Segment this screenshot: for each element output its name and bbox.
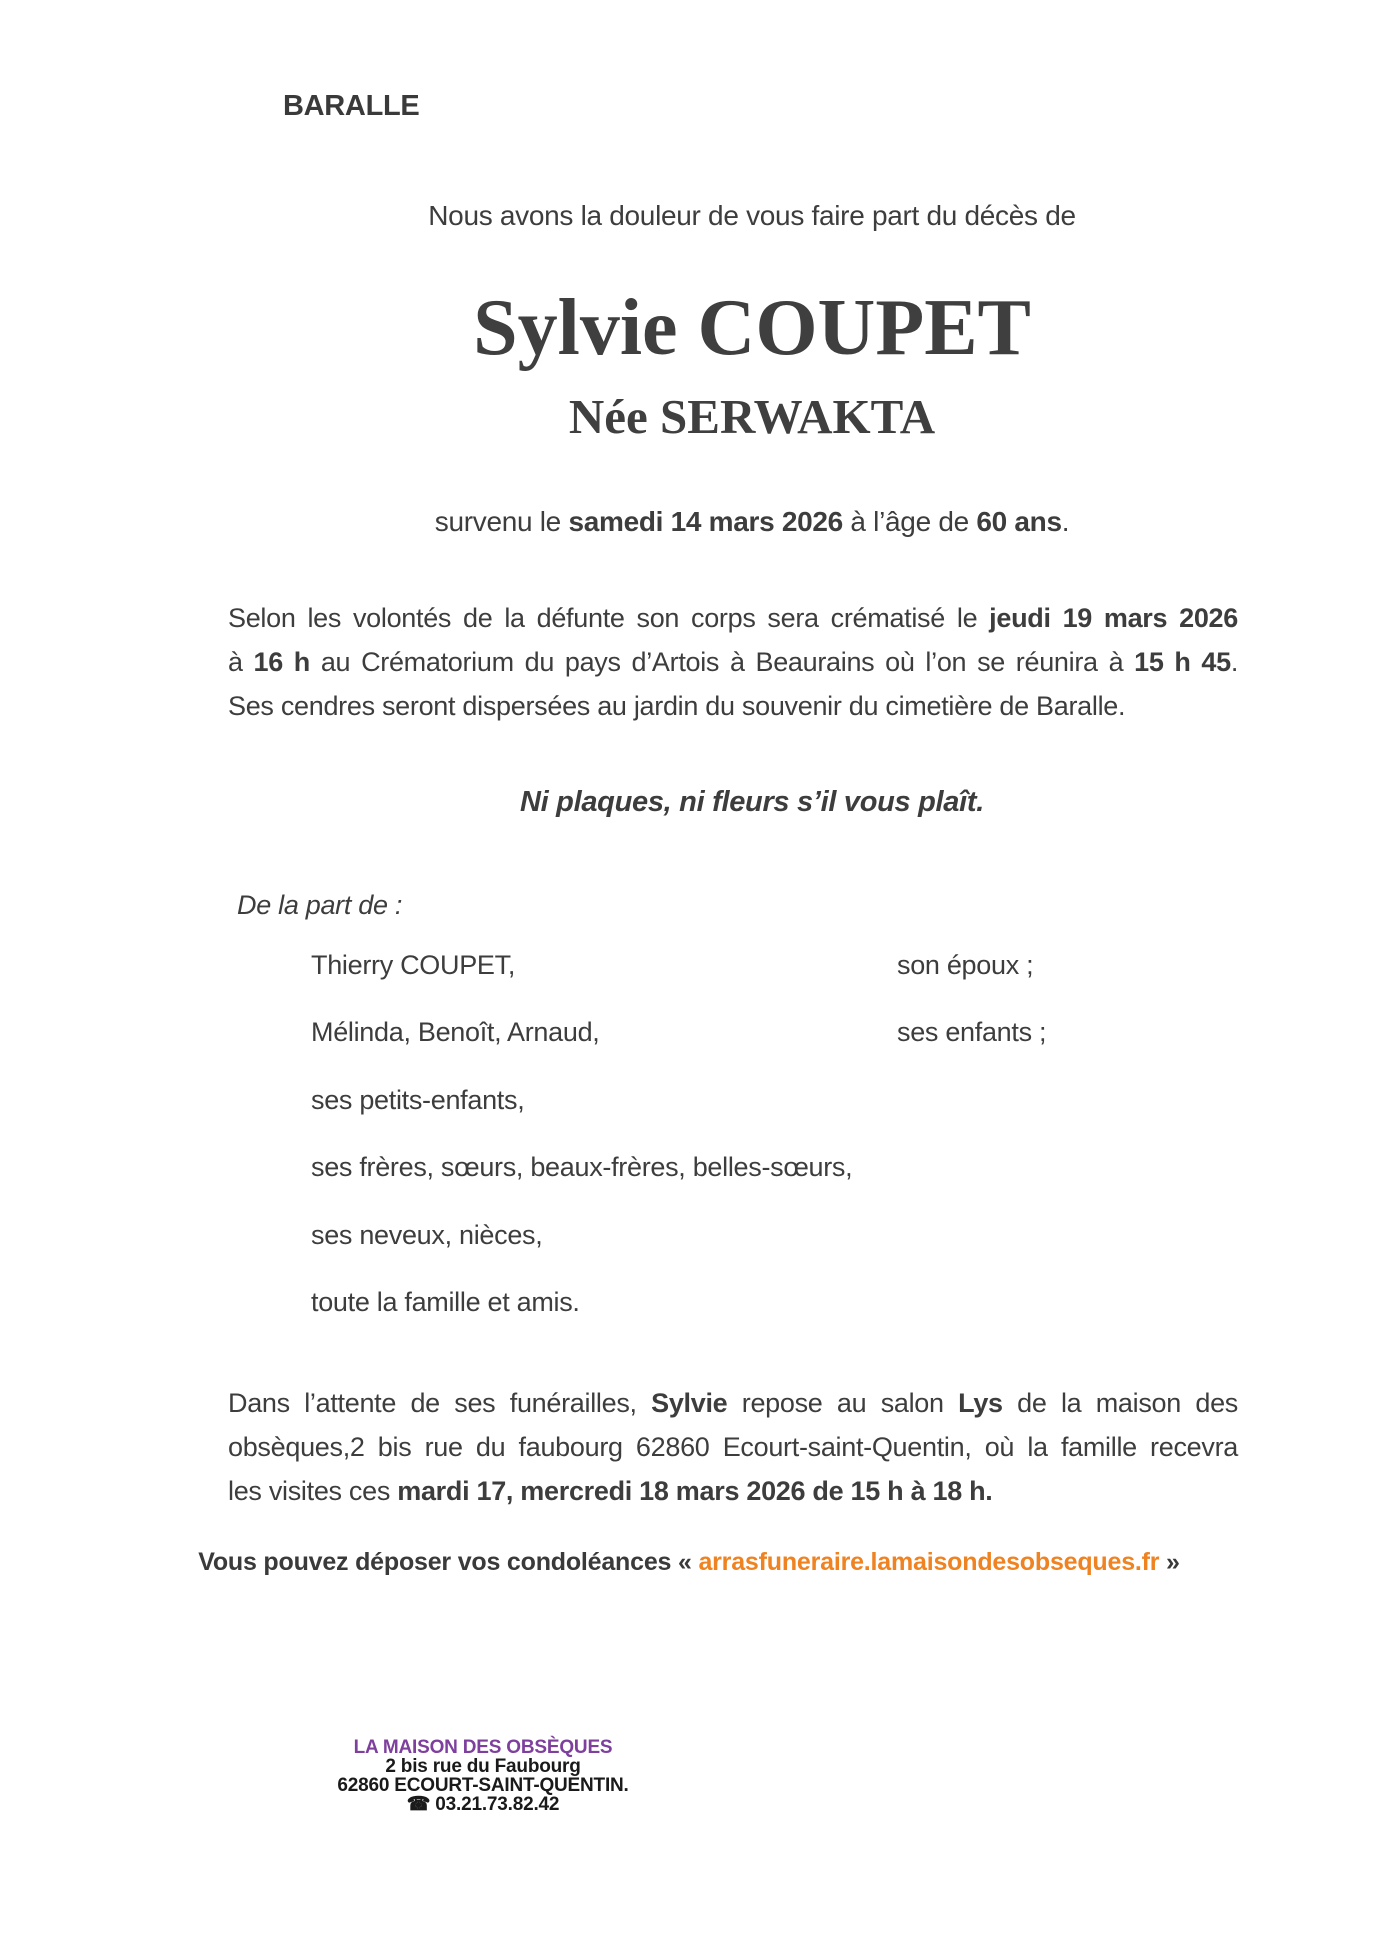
cremation-line-3: Ses cendres seront dispersées au jardin du souvenir du cimetière de Baralle. xyxy=(228,691,1126,721)
condolences-link[interactable]: arrasfuneraire.lamaisondesobseques.fr xyxy=(698,1548,1160,1576)
text-segment: au Crématorium du pays d’Artois à Beaurains où l’on se réunira à xyxy=(310,647,1135,677)
cremation-line-1 xyxy=(228,596,1238,640)
text-segment: repose au salon xyxy=(727,1388,959,1418)
family-relation: ses enfants ; xyxy=(897,1017,1047,1047)
death-line-segment: à l’âge de xyxy=(842,506,977,537)
text-segment: . xyxy=(1230,647,1239,677)
family-member: ses neveux, nièces, xyxy=(311,1220,543,1250)
visitation-line-2: obsèques,2 bis rue du faubourg 62860 Ecourt-saint-Quentin, où la famille recevra xyxy=(228,1432,1238,1462)
condolences-line xyxy=(0,1548,1378,1577)
family-row xyxy=(0,950,1378,986)
death-line-segment: survenu le xyxy=(434,506,569,537)
text-segment: les visites ces xyxy=(228,1476,398,1506)
flowers-request: Ni plaques, ni fleurs s’il vous plaît. xyxy=(520,786,984,818)
deceased-name: Sylvie COUPET xyxy=(473,284,1031,372)
text-segment: Selon les volontés de la défunte son corps sera crématisé le xyxy=(228,603,990,633)
funeral-home-phone-line xyxy=(280,1795,686,1814)
deceased-firstname-bold: Sylvie xyxy=(651,1388,728,1418)
family-row xyxy=(0,1017,1378,1053)
family-row xyxy=(0,1287,1378,1323)
gathering-time-bold: 15 h 45 xyxy=(1134,647,1231,677)
death-age-bold: 60 ans xyxy=(976,506,1062,537)
death-date-line xyxy=(126,506,1378,538)
maiden-name: Née SERWAKTA xyxy=(568,389,936,444)
text-segment: à xyxy=(228,647,254,677)
condolences-prefix: Vous pouvez déposer vos condoléances « xyxy=(198,1548,699,1576)
cremation-line-2 xyxy=(228,640,1238,684)
cremation-time-bold: 16 h xyxy=(253,647,310,677)
family-heading: De la part de : xyxy=(237,890,403,920)
visit-dates-bold: mardi 17, mercredi 18 mars 2026 de 15 h à 18 h. xyxy=(397,1476,993,1506)
cremation-date-bold: jeudi 19 mars 2026 xyxy=(989,603,1238,633)
family-row xyxy=(0,1085,1378,1121)
cremation-paragraph xyxy=(228,596,1238,728)
family-member: Thierry COUPET, xyxy=(311,950,516,980)
death-line-segment: . xyxy=(1061,506,1070,537)
family-member: ses frères, sœurs, beaux-frères, belles-sœurs, xyxy=(311,1152,853,1182)
commune-label: BARALLE xyxy=(283,90,420,122)
family-relation: son époux ; xyxy=(897,950,1034,980)
funeral-home-block xyxy=(280,1738,686,1814)
family-member: toute la famille et amis. xyxy=(311,1287,580,1317)
family-row xyxy=(0,1152,1378,1188)
funeral-home-name: LA MAISON DES OBSÈQUES xyxy=(353,1737,613,1758)
visitation-line-1 xyxy=(228,1381,1238,1425)
phone-icon: ☎ xyxy=(406,1794,431,1815)
family-row xyxy=(0,1220,1378,1256)
funeral-home-address-1: 2 bis rue du Faubourg xyxy=(385,1756,581,1777)
visitation-line-3 xyxy=(228,1469,1238,1513)
death-date-bold: samedi 14 mars 2026 xyxy=(568,506,843,537)
funeral-home-phone: 03.21.73.82.42 xyxy=(435,1794,560,1815)
visitation-paragraph xyxy=(228,1381,1238,1513)
intro-text: Nous avons la douleur de vous faire part du décès de xyxy=(428,200,1076,231)
salon-name-bold: Lys xyxy=(958,1388,1003,1418)
condolences-suffix: » xyxy=(1159,1548,1180,1576)
funeral-home-address-2: 62860 ECOURT-SAINT-QUENTIN. xyxy=(337,1775,629,1796)
family-member: Mélinda, Benoît, Arnaud, xyxy=(311,1017,600,1047)
text-segment: de la maison des xyxy=(1002,1388,1238,1418)
text-segment: Dans l’attente de ses funérailles, xyxy=(228,1388,652,1418)
family-member: ses petits-enfants, xyxy=(311,1085,525,1115)
